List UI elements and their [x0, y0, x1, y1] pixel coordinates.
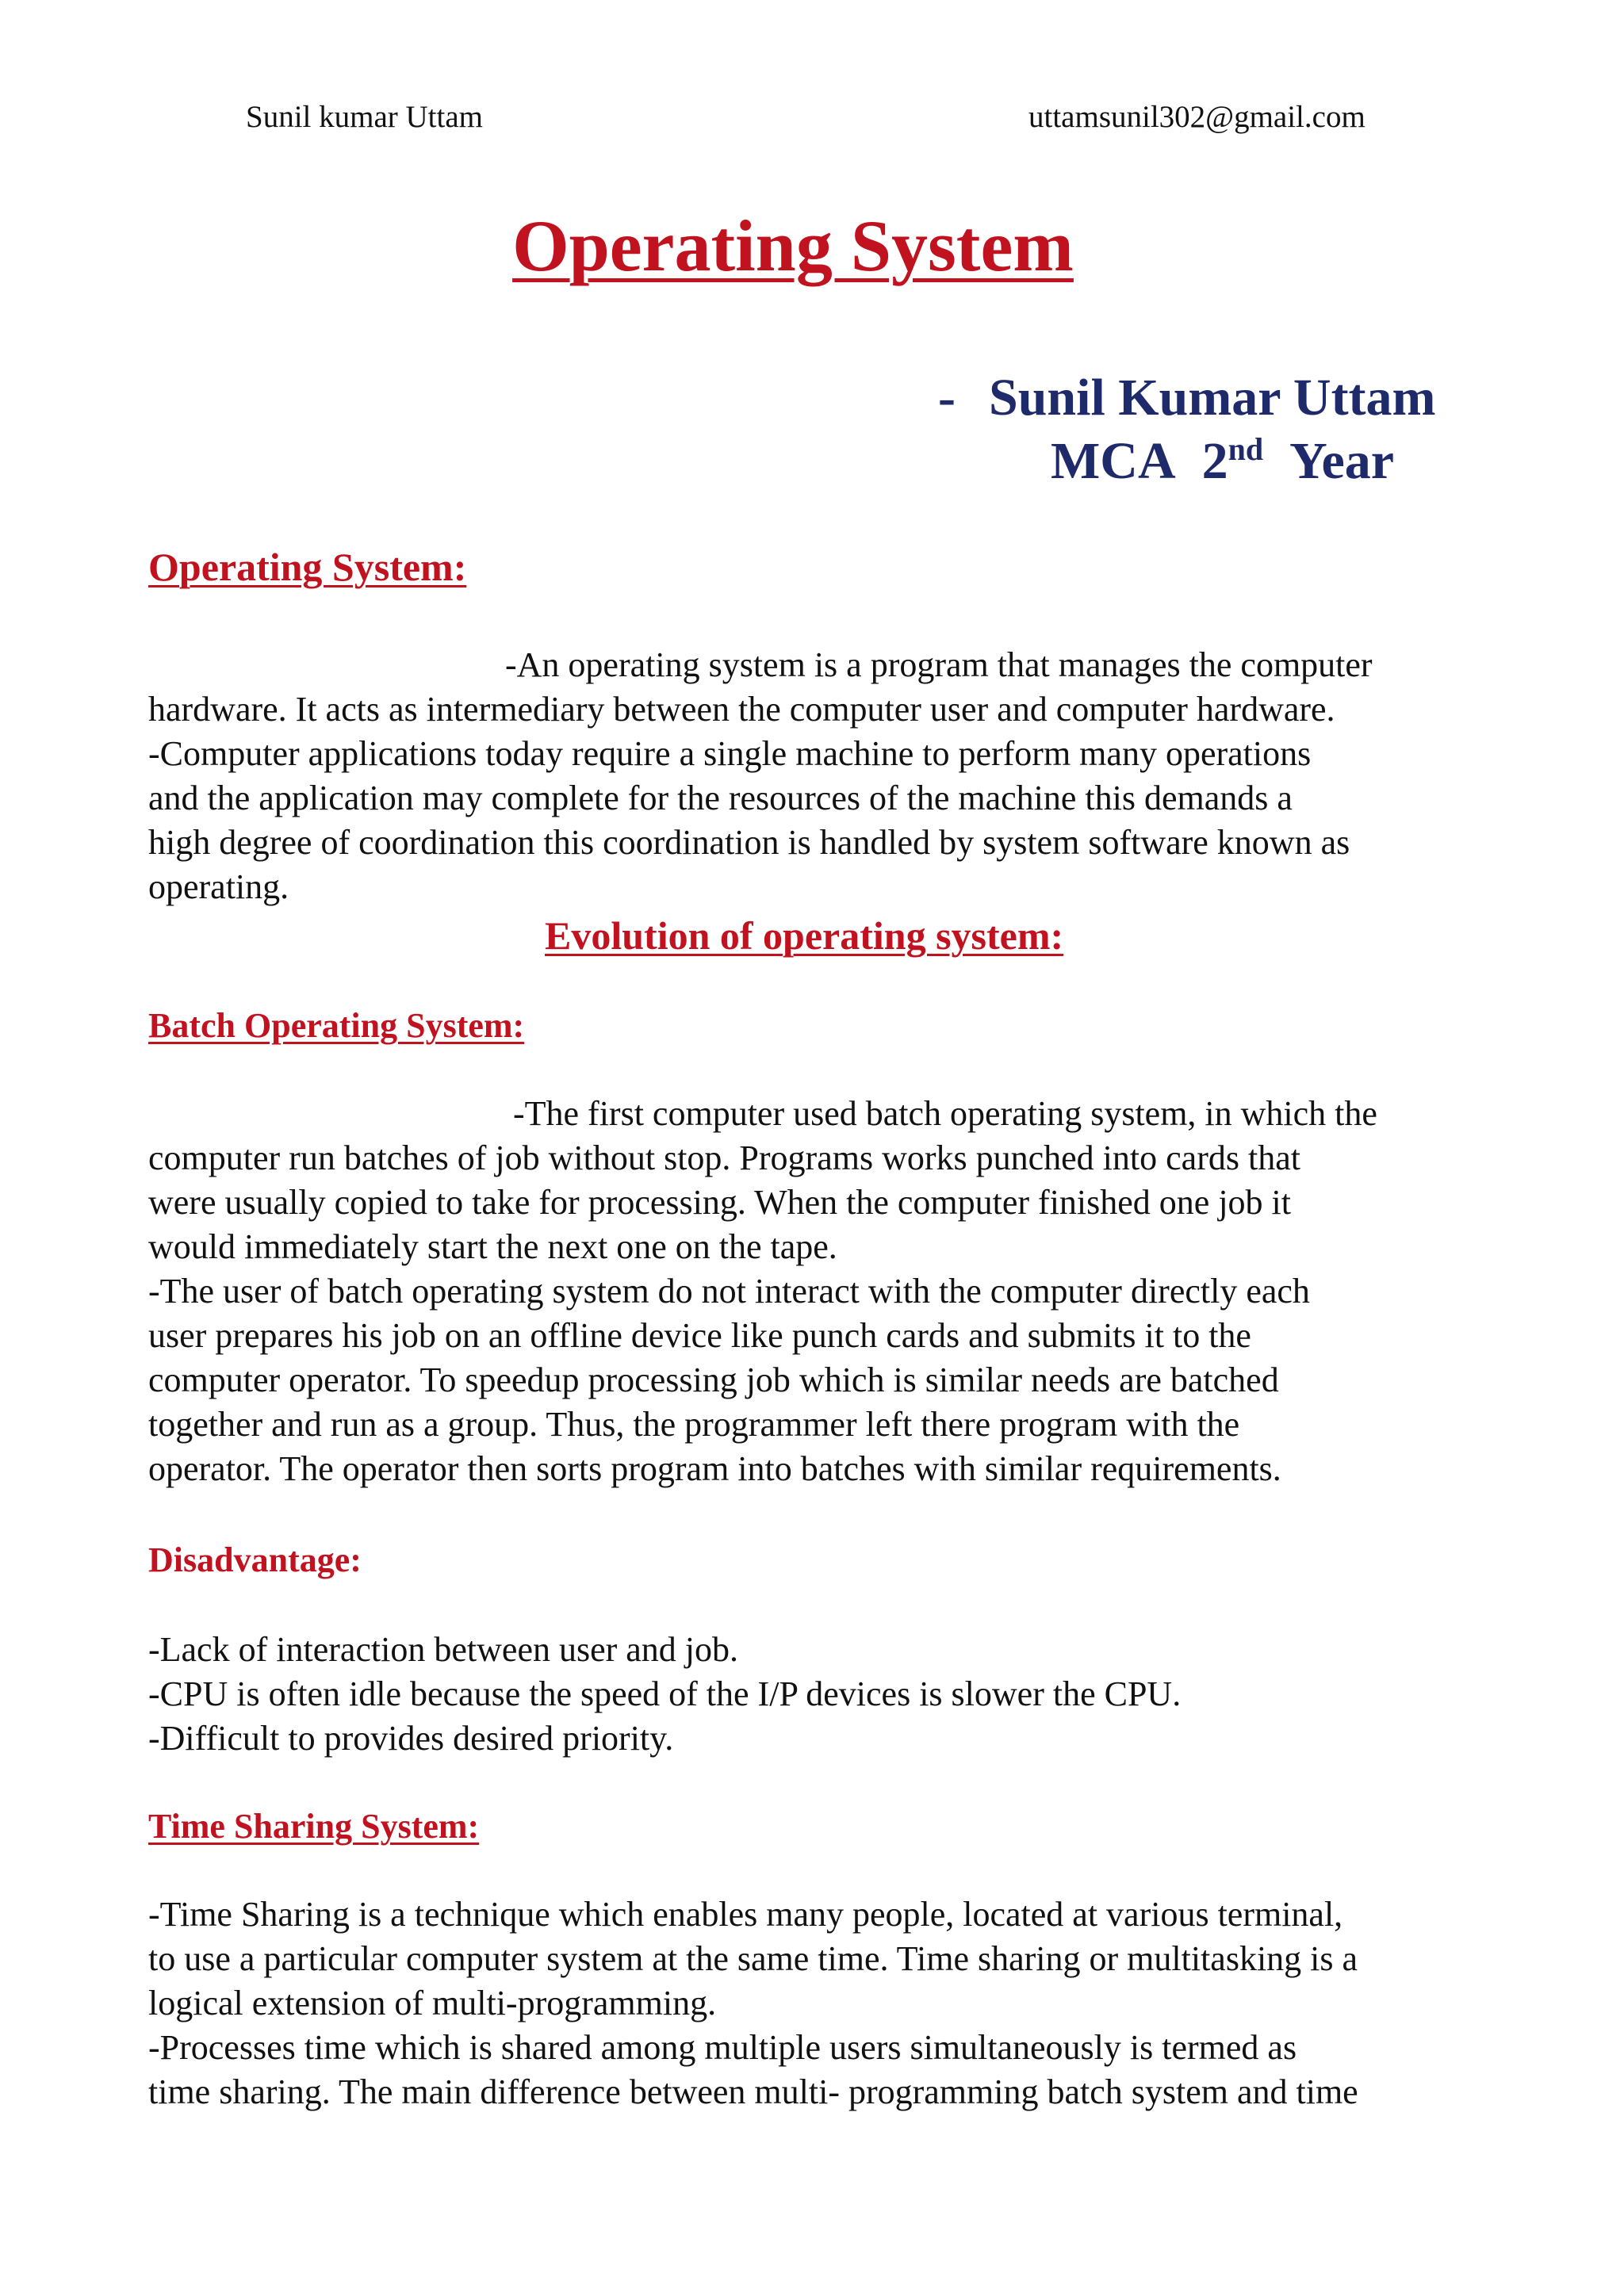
author-dash: - — [938, 369, 956, 427]
section-heading-batch-os: Batch Operating System: — [148, 1006, 525, 1045]
timesharing-paragraph-line: -Processes time which is shared among multiple users simultaneously is termed as — [148, 2028, 1297, 2067]
os-paragraph-line: -An operating system is a program that manages the computer — [505, 645, 1373, 684]
disadvantage-item: -Lack of interaction between user and job. — [148, 1630, 739, 1669]
author-course: MCA — [1051, 432, 1176, 490]
batch-paragraph-line: user prepares his job on an offline device like punch cards and submits it to the — [148, 1316, 1251, 1355]
batch-paragraph-line: -The user of batch operating system do not interact with the computer directly each — [148, 1272, 1310, 1311]
timesharing-paragraph-line: to use a particular computer system at the same time. Time sharing or multitasking is a — [148, 1939, 1358, 1978]
disadvantage-item: -CPU is often idle because the speed of the I/P devices is slower the CPU. — [148, 1674, 1182, 1713]
os-paragraph-line: operating. — [148, 867, 289, 906]
batch-paragraph-line: -The first computer used batch operating system, in which the — [513, 1094, 1377, 1133]
batch-paragraph-line: computer operator. To speedup processing job which is similar needs are batched — [148, 1360, 1279, 1399]
header-author-name: Sunil kumar Uttam — [246, 100, 483, 134]
batch-paragraph-line: together and run as a group. Thus, the programmer left there program with the — [148, 1405, 1240, 1444]
section-heading-time-sharing: Time Sharing System: — [148, 1807, 480, 1846]
author-line — [938, 367, 1436, 429]
section-heading-disadvantage: Disadvantage: — [148, 1540, 362, 1579]
section-heading-evolution: Evolution of operating system: — [545, 913, 1064, 958]
author-course-line — [1051, 430, 1394, 492]
author-name: Sunil Kumar Uttam — [988, 369, 1436, 427]
os-paragraph-line: and the application may complete for the resources of the machine this demands a — [148, 779, 1293, 817]
author-year-number: 2 — [1201, 432, 1228, 490]
header-email: uttamsunil302@gmail.com — [1028, 100, 1365, 134]
author-year-word: Year — [1289, 432, 1395, 490]
os-paragraph-line: high degree of coordination this coordination is handled by system software known as — [148, 823, 1350, 862]
timesharing-paragraph-line: -Time Sharing is a technique which enables many people, located at various terminal, — [148, 1895, 1343, 1934]
timesharing-paragraph-line: time sharing. The main difference between multi- programming batch system and time — [148, 2072, 1358, 2111]
os-paragraph-line: -Computer applications today require a single machine to perform many operations — [148, 734, 1312, 773]
page-title: Operating System — [512, 205, 1074, 286]
author-year-superscript: nd — [1228, 431, 1264, 467]
batch-paragraph-line: were usually copied to take for processing. When the computer finished one job it — [148, 1183, 1291, 1222]
batch-paragraph-line: operator. The operator then sorts program into batches with similar requirements. — [148, 1449, 1281, 1488]
timesharing-paragraph-line: logical extension of multi-programming. — [148, 1984, 717, 2022]
section-heading-operating-system: Operating System: — [148, 545, 467, 589]
os-paragraph-line: hardware. It acts as intermediary between the computer user and computer hardware. — [148, 690, 1335, 729]
disadvantage-item: -Difficult to provides desired priority. — [148, 1719, 674, 1758]
batch-paragraph-line: computer run batches of job without stop. Programs works punched into cards that — [148, 1138, 1300, 1177]
batch-paragraph-line: would immediately start the next one on the tape. — [148, 1227, 837, 1266]
